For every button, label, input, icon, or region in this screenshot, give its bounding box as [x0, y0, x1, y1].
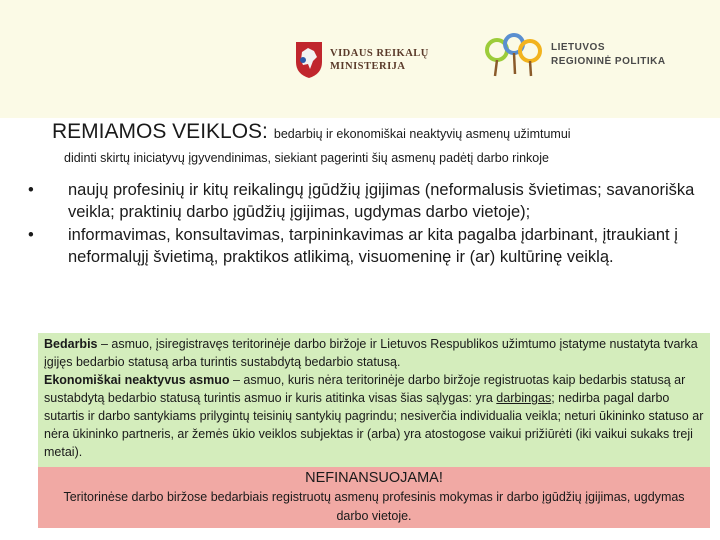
list-item-text: naujų profesinių ir kitų reikalingų įgūdžių įgijimas (neformalusis švietimas; savanoriška veikla; praktinių darbo įgūdžių įgijimas, ugdymas darbo vietoje); — [68, 181, 695, 221]
definition-neaktyvus-text-2: ; nedirba pagal darbo sutartis ir darbo santykiams prilygintų teisinių santykių pagrindu; nesiverčia individualia veikla; neturi ūkininko statuso ar nėra ūkininko partneris, ar žemės ūkio veiklos subjektas ir (arba) yra atostogose vaikui prižiūrėti (iki vaikui sukaks treji metai). — [44, 391, 704, 459]
list-item-text: informavimas, konsultavimas, tarpininkavimas ar kita pagalba įdarbinant, įtraukiant į neformalųjį švietimą, praktikos atlikimą, visuomeninę ir (ar) kultūrinę veiklą. — [68, 226, 678, 266]
not-financed-text: Teritorinėse darbo biržose bedarbiais registruotų asmenų profesinis mokymas ir darbo įgūdžių įgijimas, ugdymas darbo vietoje. — [63, 490, 685, 523]
list-item — [28, 180, 708, 223]
coat-of-arms-icon — [294, 40, 324, 80]
definition-darbingas: darbingas — [496, 391, 552, 405]
definition-neaktyvus-text-1: – asmuo, kuris nėra teritorinėje darbo biržoje registruotas kaip bedarbis statusą ar sustabdytą bedarbio statusą turintis asmuo ir kuris atitinka visas šias sąlygas: yra — [44, 373, 686, 405]
page-subtitle: didinti skirtų iniciatyvų įgyvendinimas, siekiant pagerinti šių asmenų padėtį darbo rinkoje — [64, 151, 549, 165]
list-item — [28, 225, 708, 268]
activities-list — [28, 180, 708, 270]
definition-bedarbis — [44, 335, 704, 371]
bullet-icon: • — [28, 226, 34, 244]
bullet-icon: • — [28, 181, 34, 199]
ministry-logo-line1: VIDAUS REIKALŲ — [330, 48, 429, 59]
definitions-box — [38, 333, 710, 467]
title-main: REMIAMOS VEIKLOS: — [52, 120, 268, 143]
ministry-logo — [294, 40, 429, 80]
title-tail: bedarbių ir ekonomiškai neaktyvių asmenų užimtumui — [273, 127, 571, 141]
term-neaktyvus: Ekonomiškai neaktyvus asmuo — [44, 373, 230, 387]
region-logo-text — [551, 41, 666, 69]
page-title — [52, 120, 712, 144]
region-logo-line2: REGIONINĖ POLITIKA — [551, 56, 666, 67]
not-financed-title: NEFINANSUOJAMA! — [305, 470, 443, 486]
not-financed-box — [38, 467, 710, 528]
definition-bedarbis-text: – asmuo, įsiregistravęs teritorinėje darbo biržoje ir Lietuvos Respublikos užimtumo įstatyme nustatyta tvarka įgijęs bedarbio statusą arba turintis sustabdytą bedarbio statusą. — [44, 337, 698, 369]
definition-neaktyvus — [44, 371, 704, 461]
trees-icon — [483, 30, 545, 80]
ministry-logo-text — [330, 47, 429, 73]
ministry-logo-line2: MINISTERIJA — [330, 61, 406, 72]
region-logo-line1: LIETUVOS — [551, 42, 606, 53]
term-bedarbis: Bedarbis — [44, 337, 98, 351]
region-logo — [483, 30, 666, 80]
